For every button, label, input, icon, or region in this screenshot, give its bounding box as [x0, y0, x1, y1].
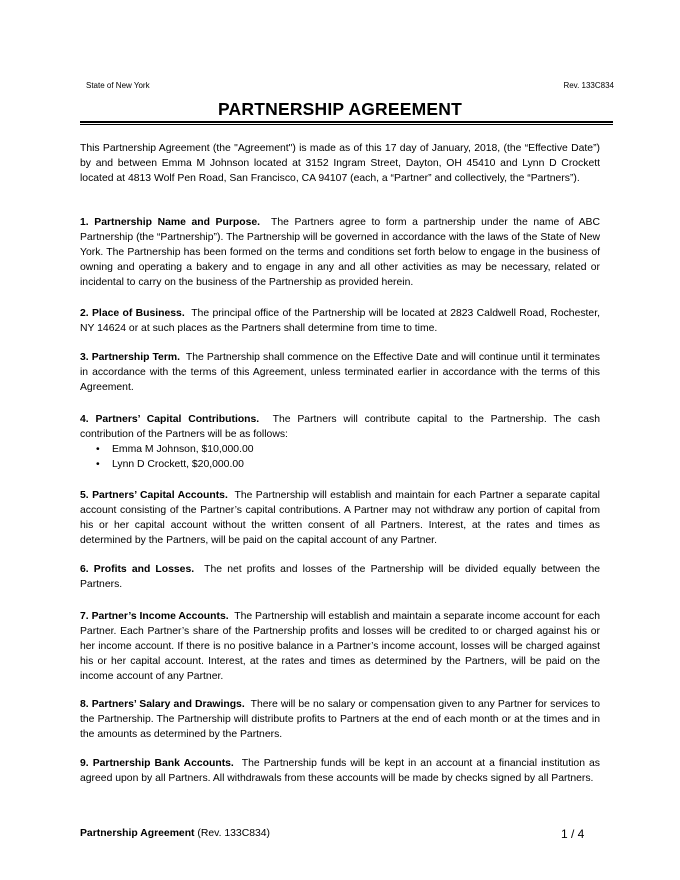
state-label: State of New York — [86, 81, 150, 90]
title-rule-thin — [80, 124, 613, 125]
section-heading: 7. Partner’s Income Accounts. — [80, 611, 229, 622]
page-number: 1 / 4 — [561, 827, 585, 841]
section-text: The Partnership will establish and maintain a separate income account for each Partner. Each Partner’s share of the Partnership profits and losses will be credited to or charged against his or her income account. If there is no positive balance in a Partner’s income account, losses will be charged against his or her capital account. Interest, at the rates and times as determined by the Partners, will be paid on the income account of any Partner. — [80, 611, 600, 682]
section-4 — [80, 413, 600, 443]
section-1 — [80, 216, 600, 291]
section-text: The Partnership funds will be kept in an account at a financial institution as agreed upon by all Partners. All withdrawals from these accounts will be made by checks signed by all Partners. — [80, 758, 600, 784]
section-text: The Partners will contribute capital to the Partnership. The cash contribution of the Partners will be as follows: — [80, 414, 600, 440]
section-heading: 6. Profits and Losses. — [80, 564, 195, 575]
section-heading: 1. Partnership Name and Purpose. — [80, 217, 261, 228]
footer-revision: (Rev. 133C834) — [197, 828, 270, 839]
section-text: The Partners agree to form a partnership under the name of ABC Partnership (the “Partnership”). The Partnership will be governed in accordance with the laws of the State of New York. The Partnership has been formed on the terms and conditions set forth below to engage in the business of owning and operating a bakery and to engage in any and all other activities as may be necessary, related or incidental to carry on the business of the Partnership as provided herein. — [80, 217, 600, 288]
list-item: • Lynn D Crockett, $20,000.00 — [96, 458, 254, 473]
section-heading: 4. Partners’ Capital Contributions. — [80, 414, 260, 425]
section-heading: 2. Place of Business. — [80, 308, 185, 319]
section-text: There will be no salary or compensation given to any Partner for services to the Partnership. The Partnership will distribute profits to Partners at the end of each month or at the times and in the amounts as determined by the Partners. — [80, 699, 600, 740]
section-8 — [80, 698, 600, 743]
section-text: The net profits and losses of the Partnership will be divided equally between the Partners. — [80, 564, 600, 590]
section-5 — [80, 489, 600, 549]
section-heading: 9. Partnership Bank Accounts. — [80, 758, 234, 769]
section-7 — [80, 610, 600, 685]
document-title: PARTNERSHIP AGREEMENT — [217, 99, 463, 119]
title-rule-thick — [80, 121, 613, 123]
section-heading: 8. Partners’ Salary and Drawings. — [80, 699, 245, 710]
section-9 — [80, 757, 600, 787]
revision-label: Rev. 133C834 — [563, 81, 614, 90]
footer-document-name — [80, 828, 270, 839]
section-2 — [80, 307, 600, 337]
intro-paragraph: This Partnership Agreement (the "Agreement") is made as of this 17 day of January, 2018, (the “Effective Date”) by and between Emma M Johnson located at 3152 Ingram Street, Dayton, OH 45410 and Lynn D Crockett located at 4813 Wolf Pen Road, San Francisco, CA 94107 (each, a “Partner” and collectively, the “Partners”). — [80, 143, 600, 184]
footer-title: Partnership Agreement — [80, 828, 195, 839]
list-item: • Emma M Johnson, $10,000.00 — [96, 443, 254, 458]
section-text: The Partnership will establish and maintain for each Partner a separate capital account consisting of the Partner’s capital contributions. A Partner may not withdraw any portion of capital from his or her capital account without the written consent of all Partners. Interest, at the rates and times as determined by the Partners, will be paid on the capital account of any Partner. — [80, 490, 600, 546]
section-heading: 3. Partnership Term. — [80, 352, 180, 363]
section-6 — [80, 563, 600, 593]
section-3 — [80, 351, 600, 396]
section-heading: 5. Partners’ Capital Accounts. — [80, 490, 228, 501]
section-text: The principal office of the Partnership will be located at 2823 Caldwell Road, Rochester, NY 14624 or at such places as the Partners shall determine from time to time. — [80, 308, 600, 334]
section-text: The Partnership shall commence on the Effective Date and will continue until it terminates in accordance with the terms of this Agreement, unless terminated earlier in accordance with the terms of this Agreement. — [80, 352, 600, 393]
contributions-list — [96, 443, 254, 473]
